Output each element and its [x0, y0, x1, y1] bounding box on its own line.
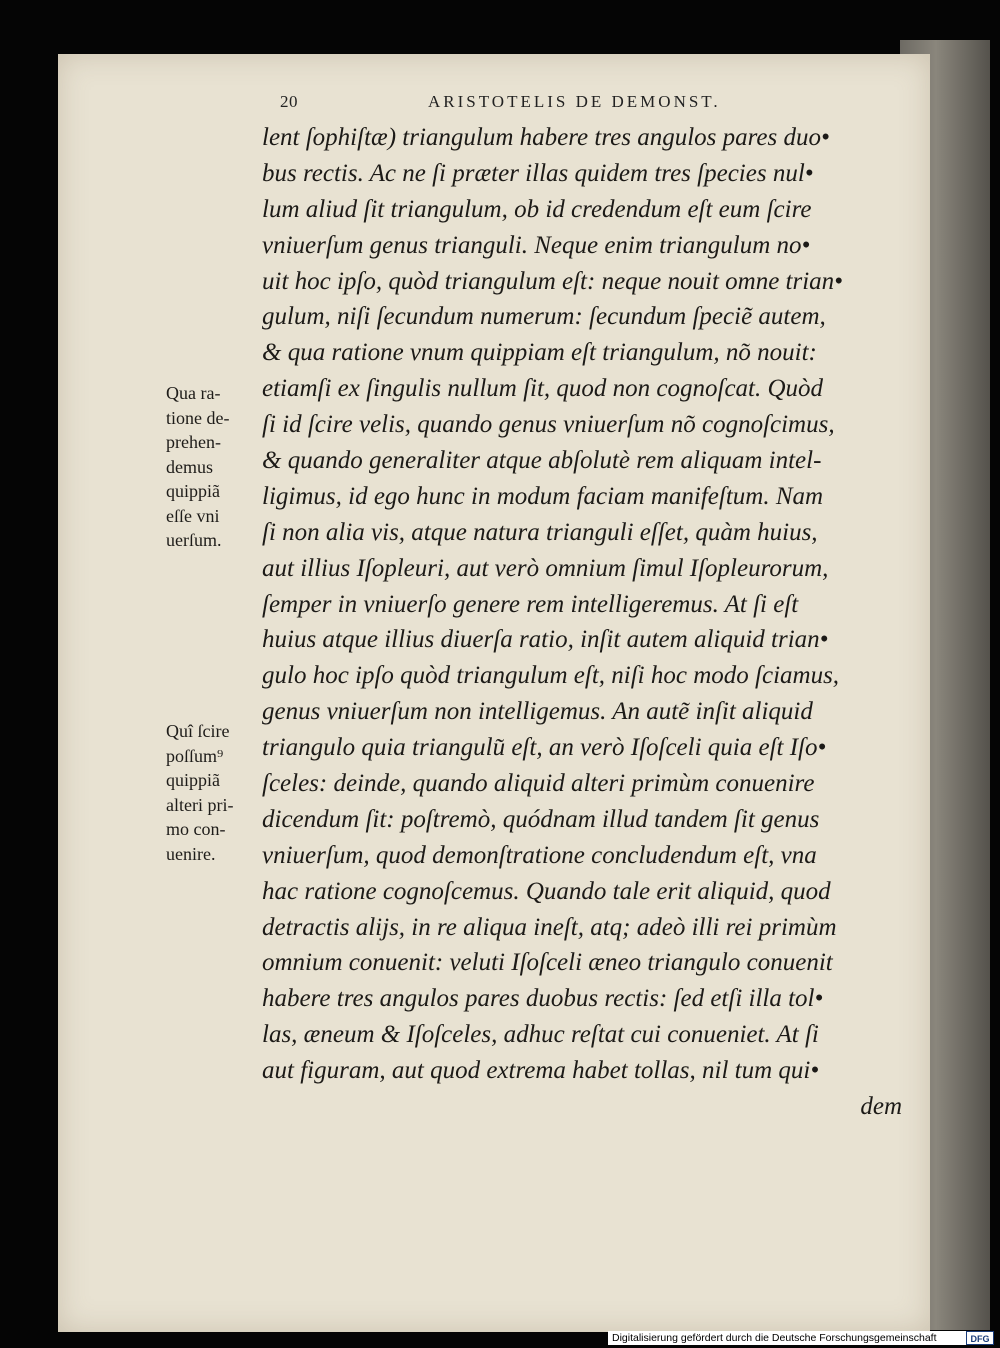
text-line: gulo hoc ipſo quòd triangulum eſt, niſi hoc modo ſciamus,	[262, 662, 840, 690]
text-line: las, æneum & Iſoſceles, adhuc reſtat cui conueniet. At ſi	[262, 1021, 819, 1049]
text-line: lum aliud ſit triangulum, ob id credendum eſt eum ſcire	[262, 195, 812, 223]
margin-note-line: alteri pri-	[166, 794, 234, 815]
text-line: & qua ratione vnum quippiam eſt triangulum, no͂ nouit:	[262, 339, 817, 367]
running-head	[280, 92, 840, 116]
text-line: triangulo quia triangulu͂ eſt, an verò Iſoſceli quia eſt Iſo•	[262, 734, 827, 762]
margin-note-2	[166, 719, 266, 866]
margin-note-line: prehen-	[166, 432, 221, 452]
margin-note-line: uenire.	[166, 843, 216, 864]
text-line: dicendum ſit: poſtremò, quódnam illud tandem ſit genus	[262, 805, 820, 833]
margin-note-line: demus	[166, 456, 213, 477]
text-line: aut illius Iſopleuri, aut verò omnium ſimul Iſopleurorum,	[262, 554, 829, 582]
margin-note-line: eſſe vni	[166, 505, 220, 526]
text-line: vniuerſum genus trianguli. Neque enim triangulum no•	[262, 231, 811, 259]
text-line: & quando generaliter atque abſolutè rem aliquam intel-	[262, 447, 822, 475]
page-number: 20	[280, 92, 298, 111]
funding-credit: Digitalisierung gefördert durch die Deutsche Forschungsgemeinschaft	[608, 1331, 967, 1345]
text-line: ſi id ſcire velis, quando genus vniuerſum no͂ cognoſcimus,	[262, 411, 835, 439]
text-line: gulum, niſi ſecundum numerum: ſecundum ſpecie͂ autem,	[262, 303, 826, 331]
margin-note-line: uerſum.	[166, 530, 222, 550]
text-line: uit hoc ipſo, quòd triangulum eſt: neque nouit omne trian•	[262, 267, 843, 295]
margin-note-line: quippiã	[166, 770, 220, 790]
text-line: ſemper in vniuerſo genere rem intelligeremus. At ſi eſt	[262, 590, 799, 618]
text-line: bus rectis. Ac ne ſi præter illas quidem tres ſpecies nul•	[262, 159, 814, 187]
text-line: ſi non alia vis, atque natura trianguli eſſet, quàm huius,	[262, 518, 818, 546]
margin-note-line: Quî ſcire	[166, 721, 230, 741]
text-line: detractis alijs, in re aliqua ineſt, atq; adeò illi rei primùm	[262, 913, 837, 941]
text-line: etiamſi ex ſingulis nullum ſit, quod non cognoſcat. Quòd	[262, 375, 824, 403]
text-line: omnium conuenit: veluti Iſoſceli æneo triangulo conuenit	[262, 949, 833, 977]
main-text-block	[262, 120, 922, 1125]
margin-note-line: quippiã	[166, 481, 220, 501]
margin-note-line: Qua ra-	[166, 383, 221, 403]
text-line: ſceles: deinde, quando aliquid alteri primùm conuenire	[262, 770, 815, 798]
margin-note-line: tione de-	[166, 407, 230, 428]
margin-note-1	[166, 381, 266, 553]
text-line: vniuerſum, quod demonſtratione concludendum eſt, vna	[262, 841, 817, 869]
text-line: habere tres angulos pares duobus rectis: ſed etſi illa tol•	[262, 985, 824, 1013]
margin-note-line: mo con-	[166, 819, 226, 839]
text-line: hac ratione cognoſcemus. Quando tale erit aliquid, quod	[262, 877, 831, 905]
header-title: ARISTOTELIS DE DEMONST.	[428, 92, 721, 111]
text-line: huius atque illius diuerſa ratio, inſit autem aliquid trian•	[262, 626, 829, 654]
margin-note-line: poſſum⁹	[166, 745, 224, 766]
text-line: aut figuram, aut quod extrema habet tollas, nil tum qui•	[262, 1057, 820, 1085]
text-line: lent ſophiſtæ) triangulum habere tres angulos pares duo•	[262, 124, 830, 151]
dfg-logo: DFG	[966, 1331, 994, 1345]
catchword: dem	[860, 1093, 902, 1121]
text-line: ligimus, id ego hunc in modum faciam manifeſtum. Nam	[262, 482, 824, 510]
text-line: genus vniuerſum non intelligemus. An aute͂ inſit aliquid	[262, 698, 813, 726]
